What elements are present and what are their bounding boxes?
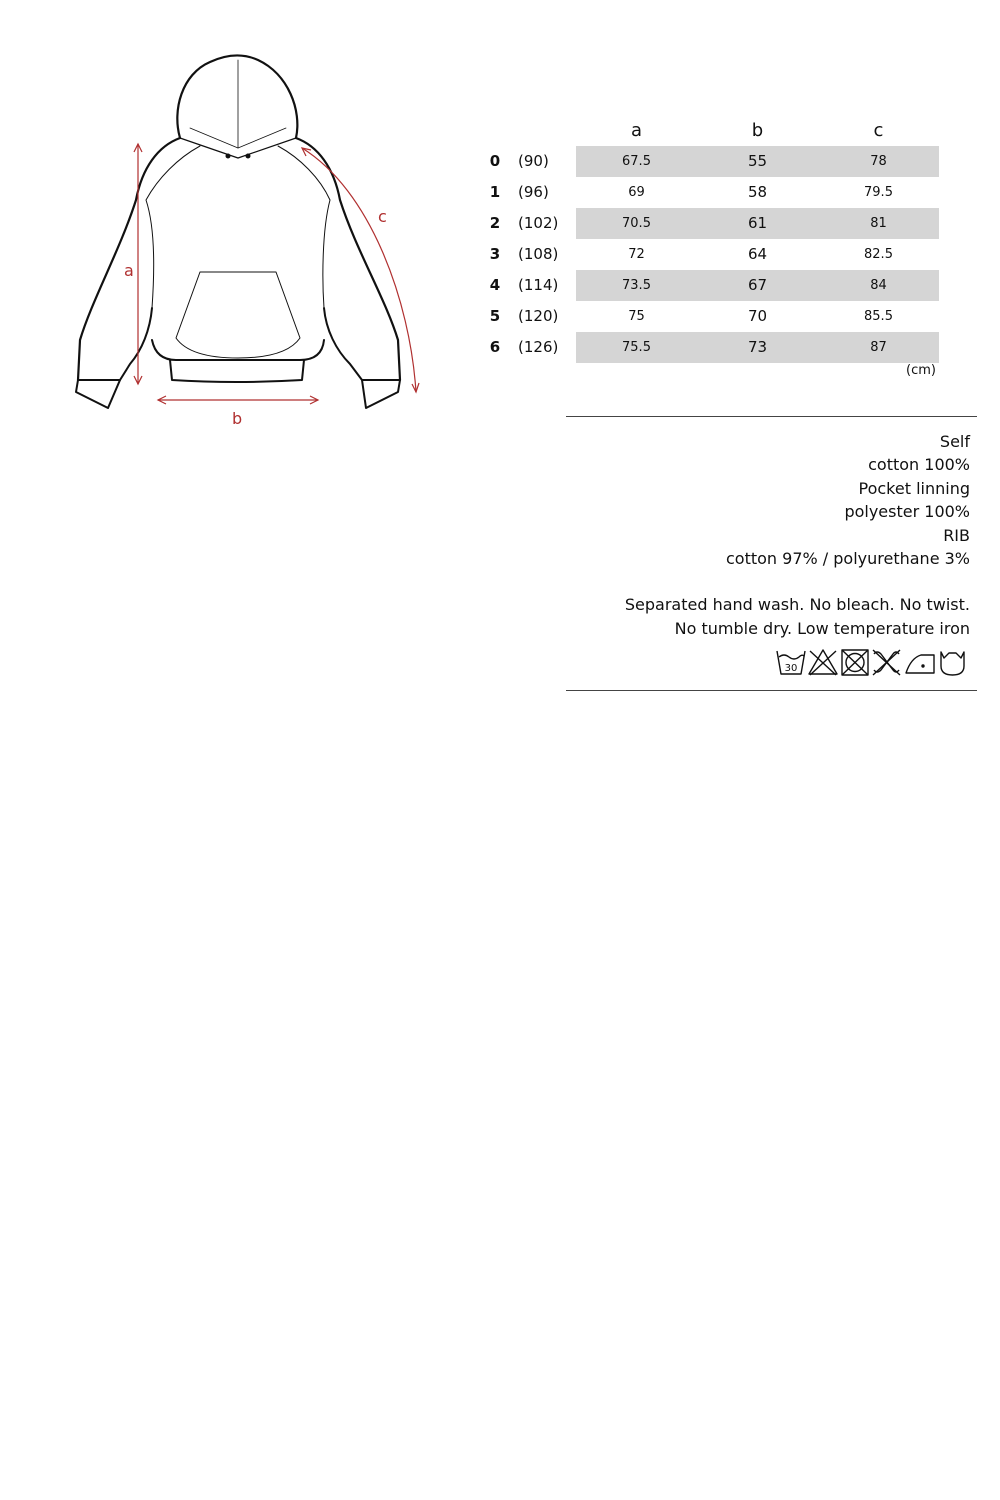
no-tumble-dry-icon xyxy=(842,650,868,675)
care-icons xyxy=(566,646,977,686)
size-number: 3 xyxy=(489,245,501,263)
size-height: (120) xyxy=(518,307,559,325)
no-wring-icon xyxy=(873,650,900,675)
size-height: (96) xyxy=(518,183,549,201)
measure-a-label: a xyxy=(124,261,134,280)
cell-c: 82.5 xyxy=(864,247,893,262)
hood-outline xyxy=(177,55,297,138)
cell-c: 87 xyxy=(870,340,887,355)
body-outline-right xyxy=(296,138,400,380)
cell-c: 78 xyxy=(870,154,887,169)
composition-line: Self xyxy=(939,432,970,451)
cell-b: 61 xyxy=(747,214,768,232)
composition-block xyxy=(566,430,977,570)
size-number: 0 xyxy=(489,152,501,170)
table-row xyxy=(480,177,950,208)
cell-a: 75 xyxy=(628,309,645,324)
hem-top xyxy=(152,340,324,360)
cell-b: 64 xyxy=(747,245,768,263)
care-symbols xyxy=(775,646,971,678)
size-height: (90) xyxy=(518,152,549,170)
cell-b: 58 xyxy=(747,183,768,201)
size-height: (108) xyxy=(518,245,559,263)
measure-c-label: c xyxy=(378,207,387,226)
cell-b: 73 xyxy=(747,338,768,356)
wash-30-icon xyxy=(777,651,805,674)
hand-wash-icon xyxy=(941,652,964,675)
product-info xyxy=(566,416,977,691)
cell-a: 75.5 xyxy=(622,340,651,355)
divider-bottom xyxy=(566,690,977,691)
unit-label: (cm) xyxy=(906,363,936,378)
no-bleach-icon xyxy=(809,650,837,675)
drawstring-eyelet-right xyxy=(246,154,250,158)
cell-a: 69 xyxy=(628,185,645,200)
size-number: 4 xyxy=(489,276,501,294)
divider-top xyxy=(566,416,977,417)
composition-line: RIB xyxy=(943,525,970,545)
col-head-c: c xyxy=(873,120,884,141)
table-row xyxy=(480,208,950,239)
size-table xyxy=(480,116,950,378)
row-cells xyxy=(576,177,939,208)
cell-b: 67 xyxy=(747,276,768,294)
size-number: 2 xyxy=(489,214,501,232)
composition-line: cotton 100% xyxy=(868,455,970,475)
size-height: (102) xyxy=(518,214,559,232)
cell-c: 81 xyxy=(870,216,887,231)
row-cells xyxy=(576,301,939,332)
cell-c: 85.5 xyxy=(864,309,893,324)
size-height: (126) xyxy=(518,338,559,356)
care-block xyxy=(566,593,977,640)
sleeve-inner-right xyxy=(324,308,362,380)
row-cells xyxy=(576,208,939,239)
size-number: 1 xyxy=(489,183,501,201)
table-row xyxy=(480,146,950,177)
table-row xyxy=(480,301,950,332)
composition-line: Pocket linning xyxy=(858,478,970,498)
size-number: 6 xyxy=(489,338,501,356)
table-row xyxy=(480,239,950,270)
size-height: (114) xyxy=(518,276,559,294)
composition-line: polyester 100% xyxy=(844,502,970,522)
wash-temp: 30 xyxy=(784,663,798,675)
kangaroo-pocket xyxy=(176,272,300,358)
measure-b-label: b xyxy=(232,409,243,428)
row-cells xyxy=(576,270,939,301)
raglan-seam-right xyxy=(278,146,330,308)
raglan-seam-left xyxy=(146,146,200,308)
cuff-left xyxy=(76,380,120,408)
cell-b: 55 xyxy=(747,152,768,170)
composition-line: cotton 97% / polyurethane 3% xyxy=(725,549,970,569)
cell-a: 67.5 xyxy=(622,154,651,169)
cell-c: 79.5 xyxy=(864,185,893,200)
cell-a: 73.5 xyxy=(622,278,651,293)
row-cells xyxy=(576,332,939,363)
sleeve-inner-left xyxy=(120,308,152,380)
row-cells xyxy=(576,146,939,177)
cell-c: 84 xyxy=(870,278,887,293)
low-iron-icon xyxy=(906,655,934,673)
size-number: 5 xyxy=(489,307,501,325)
col-head-a: a xyxy=(630,120,643,141)
table-header xyxy=(480,116,950,146)
table-row xyxy=(480,270,950,301)
cell-a: 72 xyxy=(628,247,645,262)
cell-b: 70 xyxy=(747,307,768,325)
col-head-b: b xyxy=(751,120,764,141)
care-line: Separated hand wash. No bleach. No twist. xyxy=(624,595,970,615)
cell-a: 70.5 xyxy=(622,216,651,231)
hood-inner-right xyxy=(238,128,286,148)
hoodie-diagram xyxy=(60,40,460,440)
care-line: No tumble dry. Low temperature iron xyxy=(674,618,970,638)
hem-band xyxy=(170,360,304,382)
hood-inner-left xyxy=(190,128,238,148)
drawstring-eyelet-left xyxy=(226,154,230,158)
row-cells xyxy=(576,239,939,270)
cuff-right xyxy=(362,380,400,408)
table-row xyxy=(480,332,950,363)
